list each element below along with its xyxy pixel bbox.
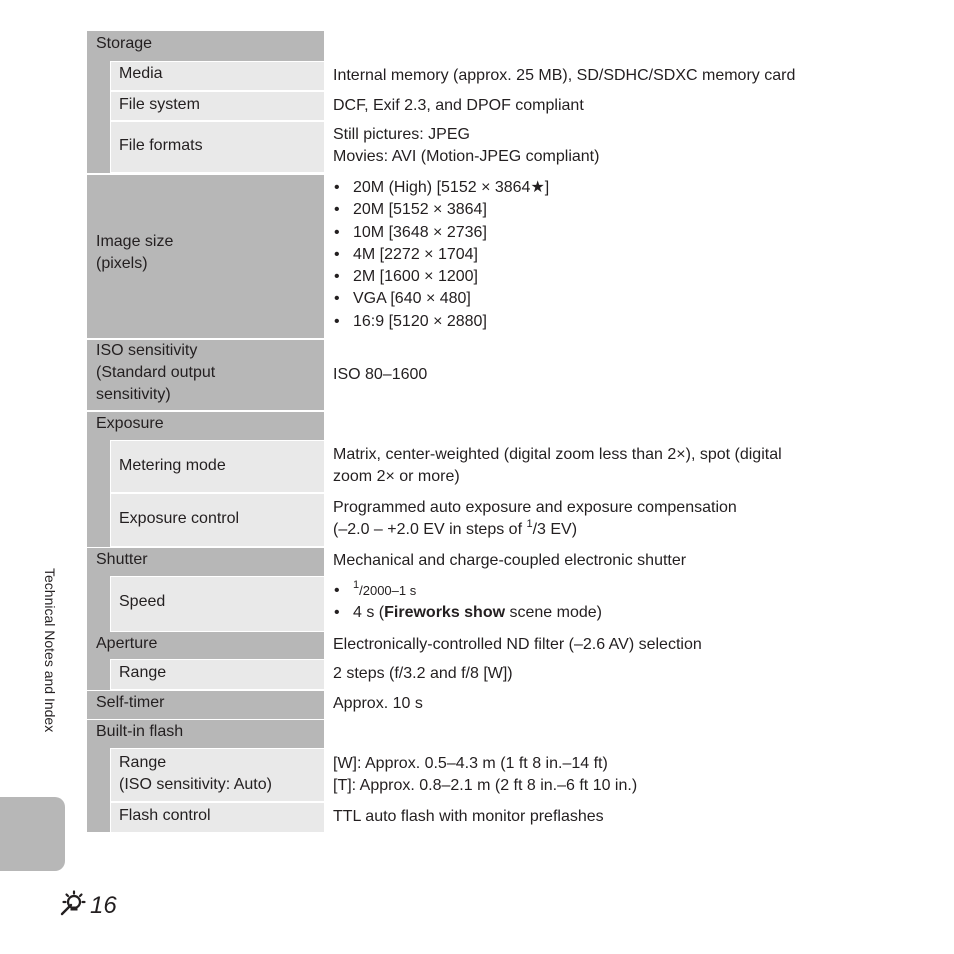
side-tab: [0, 797, 65, 871]
row-exposure: [87, 412, 877, 440]
label-exposure-control: Exposure control: [119, 510, 240, 527]
label-range: Range: [119, 664, 167, 681]
value-flash-control: TTL auto flash with monitor preflashes: [333, 808, 604, 825]
list-item: • 4 s (Fireworks show scene mode): [333, 602, 863, 624]
value-exposure-control: Programmed auto exposure and exposure compensation (–2.0 – +2.0 EV in steps of $^1$/3 EV): [333, 499, 737, 538]
side-tab-label: Technical Notes and Index: [42, 568, 58, 733]
row-image-size: [87, 175, 877, 338]
row-aperture: [87, 632, 877, 659]
row-file-system: [87, 91, 877, 121]
value-metering: Matrix, center-weighted (digital zoom less than 2×), spot (digital zoom 2× or more): [333, 446, 782, 485]
value-iso: ISO 80–1600: [333, 366, 428, 383]
row-speed: [87, 576, 877, 632]
row-flash-range: [87, 748, 877, 802]
row-range: [87, 659, 877, 690]
value-self-timer: Approx. 10 s: [333, 695, 423, 712]
label-iso: ISO sensitivity (Standard output sensitivity): [96, 342, 216, 403]
value-file-formats: Still pictures: JPEG Movies: AVI (Motion-JPEG compliant): [333, 126, 600, 165]
label-file-formats: File formats: [119, 137, 203, 154]
label-flash-range: Range (ISO sensitivity: Auto): [119, 754, 272, 793]
value-flash-range: [W]: Approx. 0.5–4.3 m (1 ft 8 in.–14 ft) [T]: Approx. 0.8–2.1 m (2 ft 8 in.–6 ft 10 in.): [333, 755, 638, 794]
label-self-timer: Self-timer: [96, 694, 165, 711]
label-speed: Speed: [119, 593, 166, 610]
list-item: • $^1$/2000–1 s: [333, 580, 863, 602]
row-flash: [87, 720, 877, 748]
row-shutter: [87, 548, 877, 576]
list-item: • 16:9 [5120 × 2880]: [333, 311, 863, 333]
list-item: • 10M [3648 × 2736]: [333, 222, 863, 244]
value-range: 2 steps (f/3.2 and f/8 [W]): [333, 665, 513, 682]
page-number-text: 16: [90, 892, 117, 919]
label-shutter: Shutter: [96, 551, 148, 568]
value-aperture: Electronically-controlled ND filter (–2.6 AV) selection: [333, 636, 702, 653]
value-media: Internal memory (approx. 25 MB), SD/SDHC/SDXC memory card: [333, 67, 796, 84]
row-flash-control: [87, 802, 877, 832]
label-aperture: Aperture: [96, 635, 158, 652]
label-flash: Built-in flash: [96, 723, 184, 740]
list-item: • 20M [5152 × 3864]: [333, 199, 863, 221]
row-self-timer: [87, 691, 877, 719]
row-iso: [87, 340, 877, 410]
list-item: • 4M [2272 × 1704]: [333, 244, 863, 266]
list-item: • 2M [1600 × 1200]: [333, 266, 863, 288]
label-exposure: Exposure: [96, 415, 164, 432]
label-metering: Metering mode: [119, 457, 226, 474]
speed-list: [333, 580, 863, 625]
list-item: • VGA [640 × 480]: [333, 288, 863, 310]
label-image-size: Image size (pixels): [96, 233, 174, 272]
value-shutter: Mechanical and charge-coupled electronic shutter: [333, 552, 687, 569]
list-item: • 20M (High) [5152 × 3864★]: [333, 177, 863, 199]
label-flash-control: Flash control: [119, 807, 211, 824]
row-file-formats: [87, 121, 877, 173]
row-exposure-control: [87, 493, 877, 547]
value-file-system: DCF, Exif 2.3, and DPOF compliant: [333, 97, 584, 114]
page-number: [60, 891, 117, 921]
row-storage: [87, 31, 877, 61]
row-media: [87, 61, 877, 91]
label-storage: Storage: [96, 35, 153, 52]
label-media: Media: [119, 65, 163, 82]
technical-notes-icon: [60, 890, 88, 923]
label-file-system: File system: [119, 96, 200, 113]
image-size-list: [333, 177, 863, 333]
row-metering: [87, 440, 877, 493]
